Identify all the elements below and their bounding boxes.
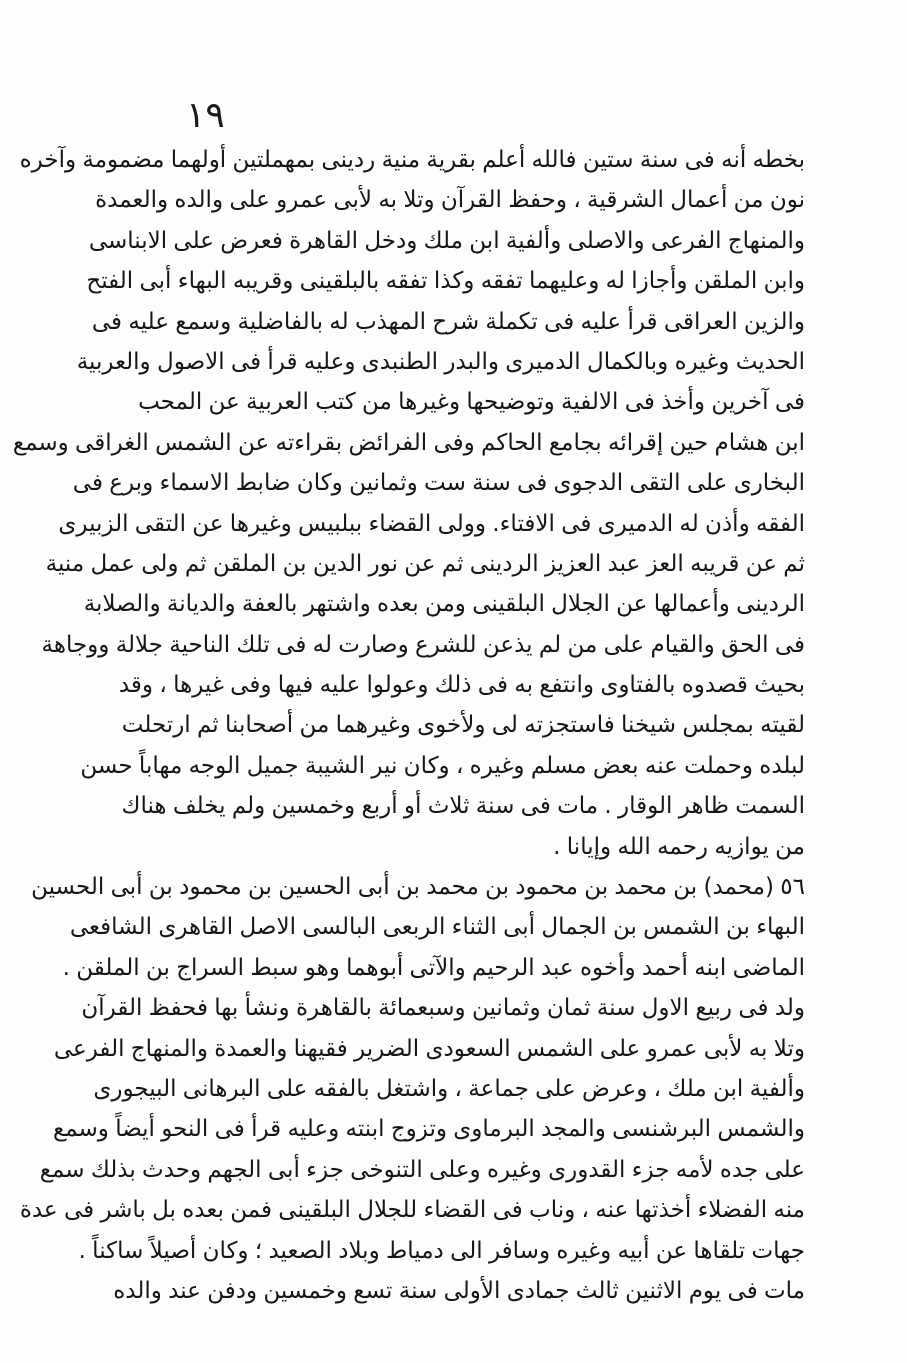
- text-line: والمنهاج الفرعى والاصلى وألفية ابن ملك ودخل القاهرة فعرض على الابناسى: [88, 227, 805, 254]
- text-line: وتلا به لأبى عمرو على الشمس السعودى الضرير فقيهنا والعمدة والمنهاج الفرعى: [53, 1035, 805, 1062]
- text-line: وألفية ابن ملك ، وعرض على جماعة ، واشتغل بالفقه على البرهانى البيجورى: [93, 1075, 805, 1102]
- text-line: منه الفضلاء أخذتها عنه ، وناب فى القضاء للجلال البلقينى فمن بعده بل باشر فى عدة: [19, 1197, 805, 1224]
- text-line: ولد فى ربيع الاول سنة ثمان وثمانين وسبعمائة بالقاهرة ونشأ بها فحفظ القرآن: [81, 995, 805, 1022]
- text-line: فى آخرين وأخذ فى الالفية وتوضيحها وغيرها من كتب العربية عن المحب: [138, 389, 805, 416]
- text-line: من يوازيه رحمه الله وإيانا .: [553, 833, 805, 860]
- text-line: بحيث قصدوه بالفتاوى وانتفع به فى ذلك وعولوا عليه فيها وفى غيرها ، وقد: [118, 672, 805, 699]
- text-line: جهات تلقاها عن أبيه وغيره وسافر الى دمياط وبلاد الصعيد ؛ وكان أصيلاً ساكناً .: [78, 1237, 805, 1264]
- text-line: لبلده وحملت عنه بعض مسلم وغيره ، وكان نير الشيبة جميل الوجه مهاباً حسن: [80, 752, 805, 779]
- text-line: على جده لأمه جزء القدورى وغيره وعلى التنوخى جزء أبى الجهم وحدث بذلك سمع: [39, 1156, 805, 1183]
- text-line: الفقه وأذن له الدميرى فى الافتاء. وولى القضاء ببلبيس وغيرها عن التقى الزبيرى: [58, 510, 805, 537]
- text-line: الحديث وغيره وبالكمال الدميرى والبدر الطنبدى وعليه قرأ فى الاصول والعربية: [76, 348, 805, 375]
- text-line: نون من أعمال الشرقية ، وحفظ القرآن وتلا به لأبى عمرو على والده والعمدة: [95, 187, 805, 214]
- text-line: البهاء بن الشمس بن الجمال أبى الثناء الربعى البالسى الاصل القاهرى الشافعى: [69, 914, 805, 941]
- text-line: فى الحق والقيام على من لم يذعن للشرع وصارت له فى تلك الناحية جلالة ووجاهة: [41, 631, 805, 658]
- text-line: البخارى على التقى الدجوى فى سنة ست وثمانين وكان ضابط الاسماء وبرع فى: [72, 470, 805, 497]
- text-line: والزين العراقى قرأ عليه فى تكملة شرح المهذب له بالفاضلية وسمع عليه فى: [91, 308, 805, 335]
- page-number: ١٩: [186, 95, 225, 136]
- text-line: مات فى يوم الاثنين ثالث جمادى الأولى سنة تسع وخمسين ودفن عند والده: [113, 1277, 805, 1304]
- text-line: بخطه أنه فى سنة ستين فالله أعلم بقرية منية ردينى بمهملتين أولهما مضمومة وآخره: [19, 147, 805, 173]
- text-line: والشمس البرشنسى والمجد البرماوى وتزوج ابنته وعليه قرأ فى النحو أيضاً وسمع: [52, 1116, 805, 1143]
- text-line: السمت ظاهر الوقار . مات فى سنة ثلاث أو أربع وخمسين ولم يخلف هناك: [121, 793, 805, 820]
- text-line: ثم عن قريبه العز عبد العزيز الردينى ثم عن نور الدين بن الملقن ثم ولى عمل منية: [45, 550, 805, 577]
- text-line: الردينى وأعمالها عن الجلال البلقينى ومن بعده واشتهر بالعفة والديانة والصلابة: [83, 591, 805, 618]
- text-line: ابن هشام حين إقرائه بجامع الحاكم وفى الفرائض بقراءته عن الشمس الغراقى وسمع: [12, 429, 805, 456]
- text-line: لقيته بمجلس شيخنا فاستجزته لى ولأخوى وغيرهما من أصحابنا ثم ارتحلت: [121, 712, 805, 739]
- text-line: وابن الملقن وأجازا له وعليهما تفقه وكذا تفقه بالبلقينى وقريبه البهاء أبى الفتح: [86, 268, 805, 295]
- entry-heading-line: ٥٦ (محمد) بن محمد بن محمود بن محمد بن أبى الحسين بن محمود بن أبى الحسين: [31, 874, 805, 901]
- body-text: [12, 140, 805, 1311]
- text-line: الماضى ابنه أحمد وأخوه عبد الرحيم والآتى أبوهما وهو سبط السراج بن الملقن .: [62, 954, 805, 981]
